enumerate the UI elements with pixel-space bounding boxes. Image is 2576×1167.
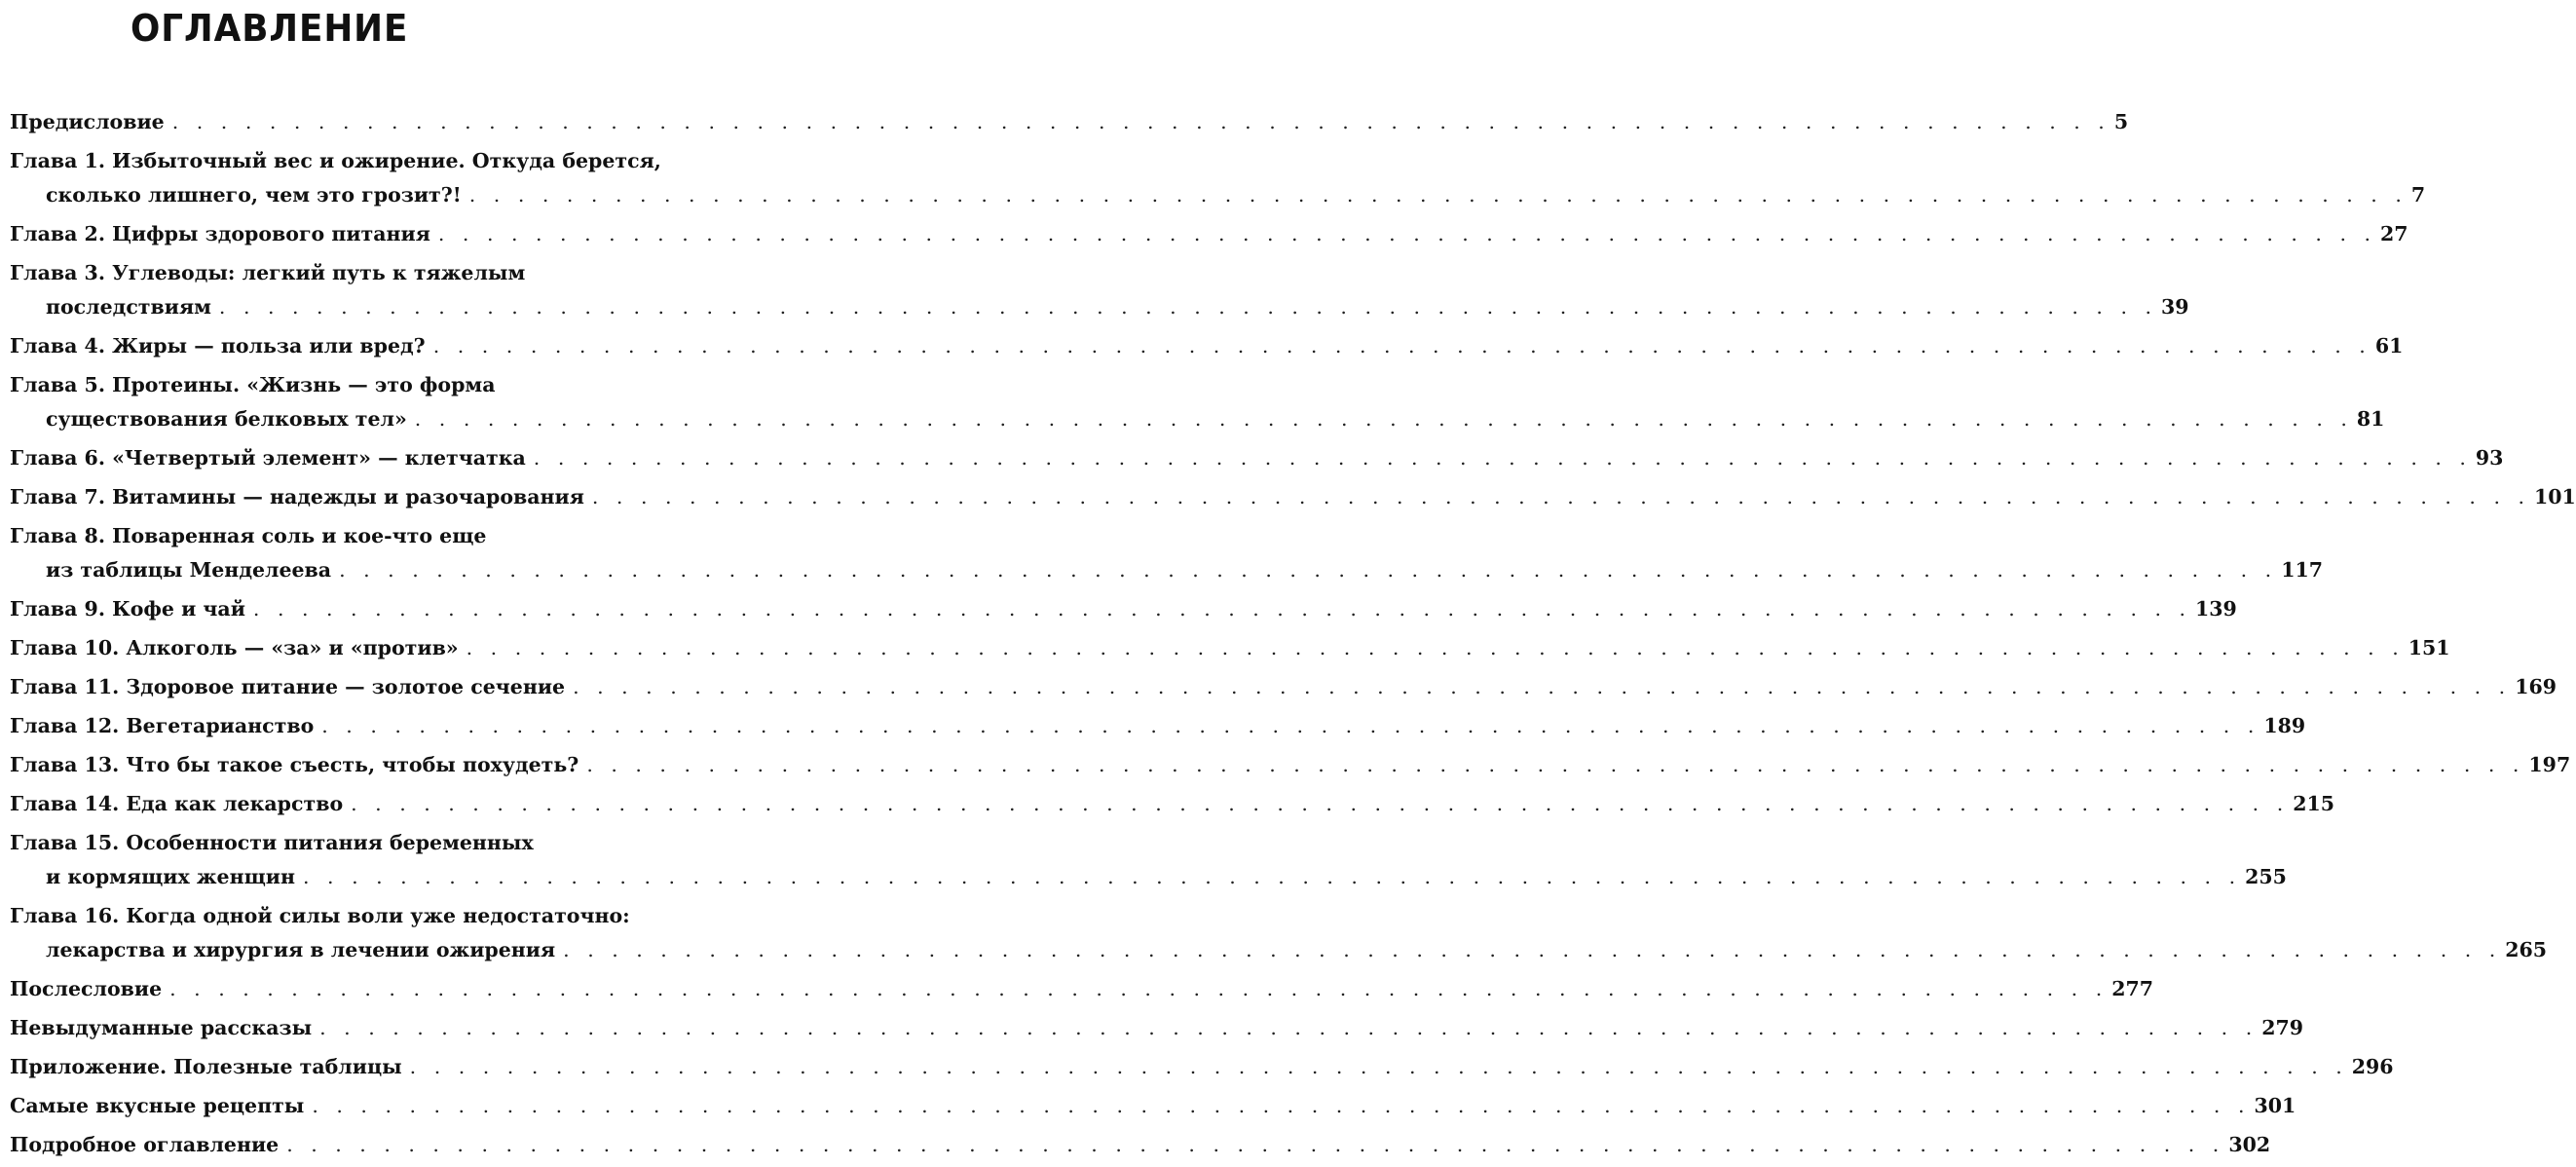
toc-entry-line [10, 329, 2404, 363]
toc-entry-line [10, 105, 2129, 139]
dot-leader: . . . . . . . . . . . . . . . . . . . . . . . . . . . . . . . . . . . . . . . . . . . . . . . . . . . . . . . . . . . . . . . . . . . . . . . . . . . . . . . . [339, 558, 2278, 582]
toc-page-number: 169 [2515, 675, 2557, 698]
toc-entry-title: Глава 3. Углеводы: легкий путь к тяжелым [10, 261, 526, 284]
dot-leader: . . . . . . . . . . . . . . . . . . . . . . . . . . . . . . . . . . . . . . . . . . . . . . . . . . . . . . . . . . . . . . . . . . . . . . . . . . . . . . . . [466, 636, 2405, 659]
toc-entry-line [10, 144, 742, 178]
toc-page-number: 101 [2534, 485, 2576, 508]
toc-entry-continuation-line [10, 290, 2189, 324]
toc-entry-title: Глава 4. Жиры — польза или вред? [10, 334, 426, 358]
toc-page-number: 5 [2113, 110, 2129, 133]
toc-entry[interactable] [10, 144, 2426, 212]
toc-entry-title: Глава 11. Здоровое питание — золотое сечение [10, 675, 566, 698]
toc-entry-line [10, 787, 2335, 821]
toc-page-number: 215 [2293, 792, 2335, 815]
toc-entry-title: Глава 15. Особенности питания беременных [10, 831, 534, 854]
toc-page-number: 39 [2161, 295, 2189, 319]
toc-entry-line [10, 441, 2504, 475]
toc-page-number: 151 [2408, 636, 2450, 659]
toc-page-number: 197 [2528, 753, 2571, 776]
toc-entry-line [10, 670, 2557, 704]
toc-entry[interactable] [10, 105, 2129, 139]
page-title: ОГЛАВЛЕНИЕ [131, 7, 409, 50]
toc-page-number: 117 [2281, 558, 2323, 582]
toc-entry-line [10, 631, 2450, 665]
toc-page-number: 139 [2195, 597, 2237, 621]
toc-entry-line [10, 217, 2408, 251]
toc-entry-title: Глава 2. Цифры здорового питания [10, 222, 430, 245]
toc-entry-title: Глава 9. Кофе и чай [10, 597, 245, 621]
dot-leader: . . . . . . . . . . . . . . . . . . . . . . . . . . . . . . . . . . . . . . . . . . . . . . . . . . . . . . . . . . . . . . . . . . . . . . . . . . . . . . . . [286, 1133, 2225, 1156]
dot-leader: . . . . . . . . . . . . . . . . . . . . . . . . . . . . . . . . . . . . . . . . . . . . . . . . . . . . . . . . . . . . . . . . . . . . . . . . . . . . . . . . [563, 938, 2502, 961]
toc-page-number: 296 [2351, 1055, 2394, 1078]
toc-entry[interactable] [10, 480, 2576, 514]
dot-leader: . . . . . . . . . . . . . . . . . . . . . . . . . . . . . . . . . . . . . . . . . . . . . . . . . . . . . . . . . . . . . . . . . . . . . . . . . . . . . . . . [312, 1094, 2251, 1117]
toc-entry-title: из таблицы Менделеева [46, 558, 332, 582]
toc-entry-line [10, 519, 742, 553]
toc-entry[interactable] [10, 519, 2323, 587]
toc-entry-line [10, 256, 742, 290]
toc-entry-title: Глава 16. Когда одной силы воли уже недостаточно: [10, 904, 630, 927]
toc-entry-title: Глава 10. Алкоголь — «за» и «против» [10, 636, 459, 659]
dot-leader: . . . . . . . . . . . . . . . . . . . . . . . . . . . . . . . . . . . . . . . . . . . . . . . . . . . . . . . . . . . . . . . . . . . . . . . . . . . . . . . . [468, 183, 2408, 207]
toc-entry[interactable] [10, 972, 2154, 1006]
toc-entry-continuation-line [10, 553, 2323, 587]
toc-entry[interactable] [10, 1128, 2271, 1162]
toc-entry-title: Самые вкусные рецепты [10, 1094, 305, 1117]
toc-entry[interactable] [10, 1050, 2394, 1084]
toc-entry-title: и кормящих женщин [46, 865, 295, 888]
toc-page-number: 279 [2261, 1016, 2304, 1039]
toc-entry[interactable] [10, 256, 2189, 324]
toc-entry-title: Подробное оглавление [10, 1133, 280, 1156]
toc-entry-line [10, 1050, 2394, 1084]
toc-page-number: 189 [2263, 714, 2306, 737]
dot-leader: . . . . . . . . . . . . . . . . . . . . . . . . . . . . . . . . . . . . . . . . . . . . . . . . . . . . . . . . . . . . . . . . . . . . . . . . . . . . . . . . [586, 753, 2525, 776]
dot-leader: . . . . . . . . . . . . . . . . . . . . . . . . . . . . . . . . . . . . . . . . . . . . . . . . . . . . . . . . . . . . . . . . . . . . . . . . . . . . . . . . [218, 295, 2158, 319]
toc-entry[interactable] [10, 329, 2404, 363]
toc-entry-title: Глава 5. Протеины. «Жизнь — это форма [10, 373, 496, 396]
toc-page-number: 265 [2505, 938, 2548, 961]
toc-entry-title: Предисловие [10, 110, 165, 133]
toc-entry-line [10, 709, 2306, 743]
toc-entry[interactable] [10, 631, 2450, 665]
toc-entry[interactable] [10, 787, 2335, 821]
dot-leader: . . . . . . . . . . . . . . . . . . . . . . . . . . . . . . . . . . . . . . . . . . . . . . . . . . . . . . . . . . . . . . . . . . . . . . . . . . . . . . . . [319, 1016, 2259, 1039]
table-of-contents [10, 105, 2576, 1167]
toc-entry-title: Глава 7. Витамины — надежды и разочарования [10, 485, 584, 508]
toc-page-number: 301 [2254, 1094, 2296, 1117]
dot-leader: . . . . . . . . . . . . . . . . . . . . . . . . . . . . . . . . . . . . . . . . . . . . . . . . . . . . . . . . . . . . . . . . . . . . . . . . . . . . . . . . [437, 222, 2376, 245]
toc-entry-title: Приложение. Полезные таблицы [10, 1055, 402, 1078]
toc-entry-line [10, 592, 2237, 626]
toc-entry-line [10, 1011, 2304, 1045]
toc-entry-title: лекарства и хирургия в лечении ожирения [46, 938, 556, 961]
toc-entry[interactable] [10, 899, 2548, 967]
toc-entry-line [10, 826, 742, 860]
toc-entry-line [10, 972, 2154, 1006]
toc-entry[interactable] [10, 670, 2557, 704]
toc-entry[interactable] [10, 1089, 2296, 1123]
toc-entry-line [10, 368, 742, 402]
toc-entry-line [10, 1128, 2271, 1162]
dot-leader: . . . . . . . . . . . . . . . . . . . . . . . . . . . . . . . . . . . . . . . . . . . . . . . . . . . . . . . . . . . . . . . . . . . . . . . . . . . . . . . . [303, 865, 2242, 888]
toc-entry-title: последствиям [46, 295, 211, 319]
dot-leader: . . . . . . . . . . . . . . . . . . . . . . . . . . . . . . . . . . . . . . . . . . . . . . . . . . . . . . . . . . . . . . . . . . . . . . . . . . . . . . . . [414, 407, 2353, 431]
toc-page-number: 277 [2111, 977, 2154, 1000]
dot-leader: . . . . . . . . . . . . . . . . . . . . . . . . . . . . . . . . . . . . . . . . . . . . . . . . . . . . . . . . . . . . . . . . . . . . . . . . . . . . . . . . [573, 675, 2512, 698]
dot-leader: . . . . . . . . . . . . . . . . . . . . . . . . . . . . . . . . . . . . . . . . . . . . . . . . . . . . . . . . . . . . . . . . . . . . . . . . . . . . . . . . [409, 1055, 2348, 1078]
toc-page-number: 255 [2245, 865, 2287, 888]
toc-entry[interactable] [10, 709, 2306, 743]
dot-leader: . . . . . . . . . . . . . . . . . . . . . . . . . . . . . . . . . . . . . . . . . . . . . . . . . . . . . . . . . . . . . . . . . . . . . . . . . . . . . . . . [171, 110, 2110, 133]
toc-entry[interactable] [10, 217, 2408, 251]
toc-entry-title: существования белковых тел» [46, 407, 407, 431]
toc-entry-title: Глава 8. Поваренная соль и кое-что еще [10, 524, 487, 547]
dot-leader: . . . . . . . . . . . . . . . . . . . . . . . . . . . . . . . . . . . . . . . . . . . . . . . . . . . . . . . . . . . . . . . . . . . . . . . . . . . . . . . . [252, 597, 2192, 621]
dot-leader: . . . . . . . . . . . . . . . . . . . . . . . . . . . . . . . . . . . . . . . . . . . . . . . . . . . . . . . . . . . . . . . . . . . . . . . . . . . . . . . . [321, 714, 2260, 737]
toc-page-number: 302 [2228, 1133, 2271, 1156]
toc-entry-title: Глава 1. Избыточный вес и ожирение. Откуда берется, [10, 149, 661, 172]
toc-page-number: 81 [2356, 407, 2385, 431]
toc-entry-line [10, 1089, 2296, 1123]
toc-entry-title: Глава 12. Вегетарианство [10, 714, 315, 737]
toc-entry-continuation-line [10, 402, 2385, 436]
toc-entry-line [10, 480, 2576, 514]
toc-entry[interactable] [10, 1011, 2304, 1045]
dot-leader: . . . . . . . . . . . . . . . . . . . . . . . . . . . . . . . . . . . . . . . . . . . . . . . . . . . . . . . . . . . . . . . . . . . . . . . . . . . . . . . . [351, 792, 2290, 815]
toc-entry-title: сколько лишнего, чем это грозит?! [46, 183, 462, 207]
toc-entry-line [10, 899, 742, 933]
toc-entry[interactable] [10, 826, 2287, 894]
dot-leader: . . . . . . . . . . . . . . . . . . . . . . . . . . . . . . . . . . . . . . . . . . . . . . . . . . . . . . . . . . . . . . . . . . . . . . . . . . . . . . . . [533, 446, 2472, 470]
toc-entry-line [10, 748, 2571, 782]
toc-entry-continuation-line [10, 860, 2287, 894]
toc-page-number: 61 [2374, 334, 2404, 358]
toc-entry-title: Глава 14. Еда как лекарство [10, 792, 344, 815]
toc-page-number: 27 [2380, 222, 2408, 245]
dot-leader: . . . . . . . . . . . . . . . . . . . . . . . . . . . . . . . . . . . . . . . . . . . . . . . . . . . . . . . . . . . . . . . . . . . . . . . . . . . . . . . . [591, 485, 2530, 508]
dot-leader: . . . . . . . . . . . . . . . . . . . . . . . . . . . . . . . . . . . . . . . . . . . . . . . . . . . . . . . . . . . . . . . . . . . . . . . . . . . . . . . . [169, 977, 2109, 1000]
toc-entry[interactable] [10, 368, 2385, 436]
toc-entry[interactable] [10, 592, 2237, 626]
toc-entry[interactable] [10, 441, 2504, 475]
toc-page-number: 93 [2475, 446, 2504, 470]
toc-entry-title: Глава 13. Что бы такое съесть, чтобы похудеть? [10, 753, 579, 776]
toc-entry-title: Послесловие [10, 977, 163, 1000]
dot-leader: . . . . . . . . . . . . . . . . . . . . . . . . . . . . . . . . . . . . . . . . . . . . . . . . . . . . . . . . . . . . . . . . . . . . . . . . . . . . . . . . [432, 334, 2371, 358]
toc-entry-title: Невыдуманные рассказы [10, 1016, 313, 1039]
toc-entry-title: Глава 6. «Четвертый элемент» — клетчатка [10, 446, 526, 470]
toc-entry-continuation-line [10, 933, 2548, 967]
toc-entry-continuation-line [10, 178, 2426, 212]
toc-page-number: 7 [2410, 183, 2426, 207]
toc-entry[interactable] [10, 748, 2571, 782]
